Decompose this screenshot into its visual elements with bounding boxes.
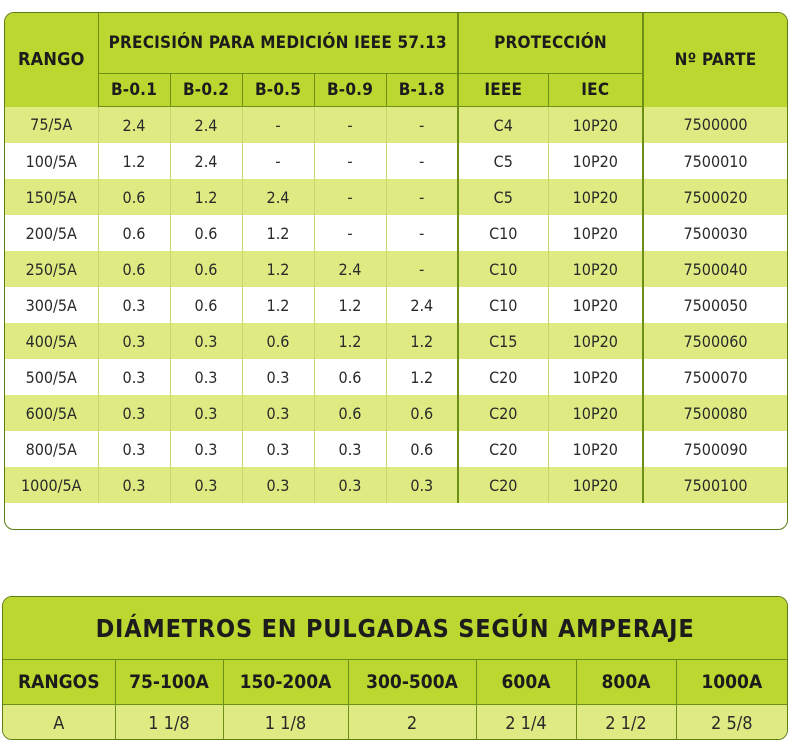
table-cell: 10P20 [548, 107, 643, 144]
rango-cell: 300/5A [5, 287, 98, 323]
table-cell: - [386, 179, 458, 215]
part-number-cell: 7500090 [643, 431, 787, 467]
part-number-cell: 7500100 [643, 467, 787, 503]
rango-cell: 800/5A [5, 431, 98, 467]
table-cell: 0.6 [98, 251, 170, 287]
table-cell: C5 [458, 143, 548, 179]
table-cell: 0.6 [386, 431, 458, 467]
table-row [5, 431, 787, 467]
rango-cell: 150/5A [5, 179, 98, 215]
part-number-cell: 7500080 [643, 395, 787, 431]
table-cell: 1.2 [314, 287, 386, 323]
table-cell: 0.6 [170, 287, 242, 323]
table-cell: 10P20 [548, 251, 643, 287]
table-cell: 0.3 [170, 431, 242, 467]
diameter-header-800a: 800A [576, 660, 676, 705]
table-cell: 0.6 [98, 215, 170, 251]
precision-table-body [5, 107, 787, 504]
header-b-0-2: B-0.2 [170, 74, 242, 107]
table-cell: 10P20 [548, 179, 643, 215]
table-cell: C15 [458, 323, 548, 359]
table-cell: - [314, 179, 386, 215]
rango-cell: 500/5A [5, 359, 98, 395]
table-cell: 0.3 [242, 431, 314, 467]
table-cell: 1.2 [242, 251, 314, 287]
table-row [5, 143, 787, 179]
table-cell: C20 [458, 467, 548, 503]
table-cell: 0.6 [98, 179, 170, 215]
table-cell: 2.4 [170, 143, 242, 179]
table-cell: 10P20 [548, 431, 643, 467]
table-cell: - [314, 107, 386, 144]
header-proteccion-group: PROTECCIÓN [458, 13, 643, 74]
diameter-cell: 2 5/8 [676, 705, 787, 741]
diameter-cell: A [3, 705, 115, 741]
table-row [5, 107, 787, 144]
table-cell: 0.3 [170, 323, 242, 359]
table-cell: C20 [458, 359, 548, 395]
table-cell: 0.3 [386, 467, 458, 503]
precision-table [5, 13, 787, 503]
table-cell: 0.3 [98, 359, 170, 395]
table-cell: - [386, 107, 458, 144]
table-cell: 1.2 [314, 323, 386, 359]
rango-cell: 1000/5A [5, 467, 98, 503]
diameter-header-600a: 600A [476, 660, 576, 705]
table-cell: 10P20 [548, 143, 643, 179]
table-cell: 0.3 [98, 287, 170, 323]
table-row [5, 323, 787, 359]
rango-cell: 100/5A [5, 143, 98, 179]
diameter-header-150-200a: 150-200A [223, 660, 348, 705]
header-b-0-9: B-0.9 [314, 74, 386, 107]
table-cell: 0.6 [386, 395, 458, 431]
part-number-cell: 7500010 [643, 143, 787, 179]
table-cell: 1.2 [98, 143, 170, 179]
table-cell: 0.3 [170, 359, 242, 395]
table-cell: 2.4 [170, 107, 242, 144]
header-b-0-1: B-0.1 [98, 74, 170, 107]
diameter-table-container [2, 596, 788, 740]
table-cell: C20 [458, 395, 548, 431]
table-cell: 0.3 [242, 395, 314, 431]
table-cell: C10 [458, 251, 548, 287]
table-cell: C5 [458, 179, 548, 215]
rango-cell: 200/5A [5, 215, 98, 251]
part-number-cell: 7500060 [643, 323, 787, 359]
table-cell: - [242, 143, 314, 179]
diameter-cell: 2 1/4 [476, 705, 576, 741]
table-cell: C20 [458, 431, 548, 467]
table-row [5, 215, 787, 251]
table-cell: 0.3 [170, 467, 242, 503]
diameter-cell: 2 [348, 705, 476, 741]
table-row [5, 359, 787, 395]
diameter-header-1000a: 1000A [676, 660, 787, 705]
table-cell: C10 [458, 215, 548, 251]
table-cell: 10P20 [548, 359, 643, 395]
table-cell: 10P20 [548, 467, 643, 503]
table-cell: - [314, 143, 386, 179]
table-cell: - [386, 251, 458, 287]
table-cell: 0.3 [242, 359, 314, 395]
rango-cell: 250/5A [5, 251, 98, 287]
table-row [5, 251, 787, 287]
table-cell: 0.6 [170, 215, 242, 251]
part-number-cell: 7500050 [643, 287, 787, 323]
header-numero-parte: Nº PARTE [643, 13, 787, 107]
table-cell: - [314, 215, 386, 251]
table-cell: - [386, 143, 458, 179]
table-row [5, 467, 787, 503]
diameter-cell: 2 1/2 [576, 705, 676, 741]
table-cell: C10 [458, 287, 548, 323]
header-iec: IEC [548, 74, 643, 107]
table-cell: 2.4 [98, 107, 170, 144]
table-cell: 2.4 [314, 251, 386, 287]
table-cell: 0.3 [98, 467, 170, 503]
diameter-header-rangos: RANGOS [3, 660, 115, 705]
table-cell: 0.3 [314, 467, 386, 503]
part-number-cell: 7500030 [643, 215, 787, 251]
table-cell: 0.3 [98, 431, 170, 467]
part-number-cell: 7500020 [643, 179, 787, 215]
table-cell: 10P20 [548, 323, 643, 359]
table-cell: 0.3 [314, 431, 386, 467]
diameter-values-row [3, 705, 787, 741]
rango-cell: 400/5A [5, 323, 98, 359]
rango-cell: 600/5A [5, 395, 98, 431]
table-cell: - [386, 215, 458, 251]
precision-table-container [4, 12, 788, 530]
diameter-cell: 1 1/8 [223, 705, 348, 741]
header-b-1-8: B-1.8 [386, 74, 458, 107]
table-cell: 2.4 [386, 287, 458, 323]
part-number-cell: 7500000 [643, 107, 787, 144]
table-cell: 2.4 [242, 179, 314, 215]
table-cell: 10P20 [548, 395, 643, 431]
table-row [5, 179, 787, 215]
table-cell: 0.6 [242, 323, 314, 359]
table-cell: 0.6 [314, 395, 386, 431]
header-precision-group: PRECISIÓN PARA MEDICIÓN IEEE 57.13 [98, 13, 458, 74]
table-cell: C4 [458, 107, 548, 144]
rango-cell: 75/5A [5, 107, 98, 144]
diameter-table [3, 597, 787, 740]
diameter-header-300-500a: 300-500A [348, 660, 476, 705]
header-rango: RANGO [5, 13, 98, 107]
table-cell: 1.2 [170, 179, 242, 215]
table-row [5, 395, 787, 431]
table-cell: 0.3 [170, 395, 242, 431]
diameter-header-75-100a: 75-100A [115, 660, 223, 705]
table-cell: 0.6 [314, 359, 386, 395]
header-b-0-5: B-0.5 [242, 74, 314, 107]
table-cell: 1.2 [242, 287, 314, 323]
header-ieee: IEEE [458, 74, 548, 107]
table-cell: 1.2 [386, 359, 458, 395]
table-cell: 10P20 [548, 215, 643, 251]
table-cell: 0.3 [98, 395, 170, 431]
table-cell: - [242, 107, 314, 144]
table-cell: 10P20 [548, 287, 643, 323]
table-cell: 1.2 [386, 323, 458, 359]
table-cell: 1.2 [242, 215, 314, 251]
part-number-cell: 7500070 [643, 359, 787, 395]
table-row [5, 287, 787, 323]
table-cell: 0.6 [170, 251, 242, 287]
part-number-cell: 7500040 [643, 251, 787, 287]
diameter-cell: 1 1/8 [115, 705, 223, 741]
table-cell: 0.3 [242, 467, 314, 503]
diameter-table-title: DIÁMETROS EN PULGADAS SEGÚN AMPERAJE [3, 597, 787, 660]
table-cell: 0.3 [98, 323, 170, 359]
